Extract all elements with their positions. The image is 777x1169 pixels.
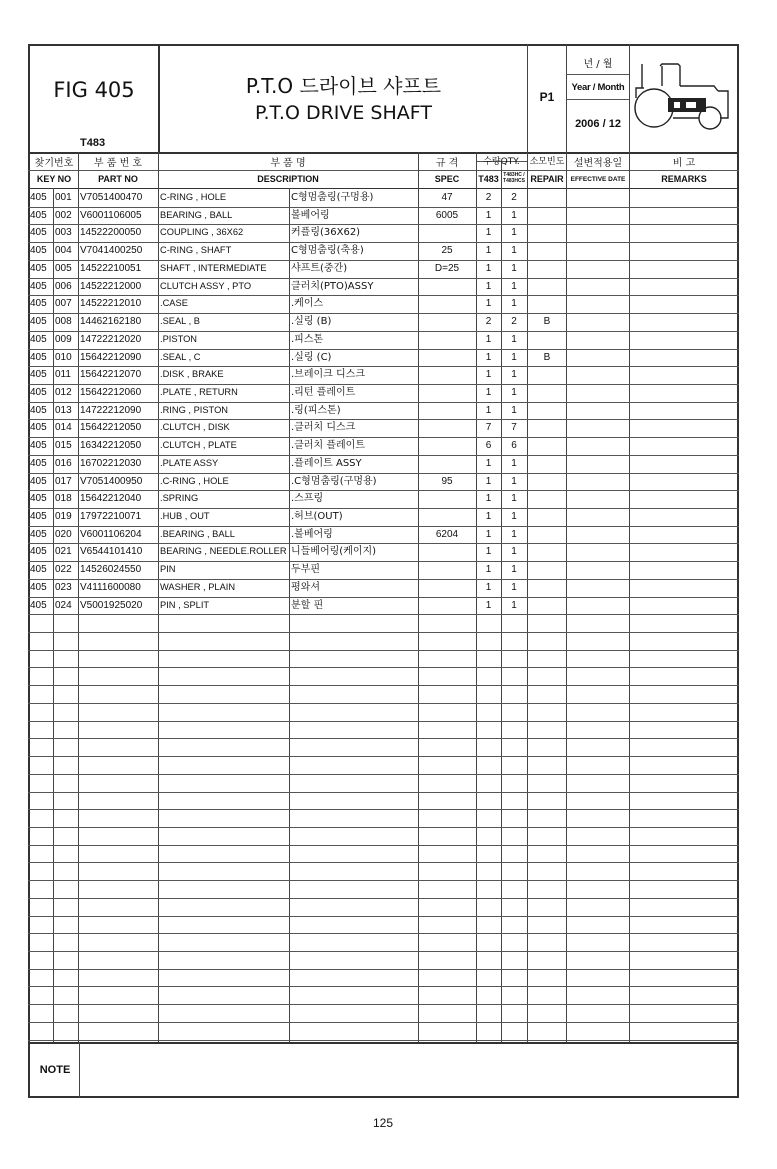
col-qty-t483: T483 [478,174,499,184]
cell-fig: 405 [30,404,47,416]
col-part-en: PART NO [98,174,138,184]
cell-desc-en: .PISTON [160,333,198,344]
cell-spec [418,402,476,420]
row-line [28,933,739,934]
cell-fig: 405 [30,351,47,363]
cell-key: 002 [55,209,72,221]
row-line [28,756,739,757]
cell-desc-en: .PLATE , RETURN [160,386,238,397]
page-number: 125 [372,1116,394,1130]
cell-key: 014 [55,422,72,434]
cell-q2: 1 [511,298,517,310]
cell-fig: 405 [30,511,47,522]
row-line [28,862,739,863]
cell-key: 023 [55,581,72,593]
cell-q1: 2 [485,192,492,203]
cell-fig: 405 [30,245,47,257]
cell-key: 010 [55,351,72,363]
cell-repair [527,543,567,561]
cell-desc-en: C-RING , HOLE [160,192,227,202]
cell-key: 003 [55,227,72,239]
cell-q2: 1 [511,599,517,611]
cell-q1: 1 [485,209,492,221]
col-key-ko: 찾기번호 [34,158,74,169]
cell-fig: 405 [30,209,47,221]
col-spec-en: SPEC [434,174,460,184]
cell-desc-ko: .실링 (C) [291,351,332,363]
cell-q2: 1 [511,351,517,363]
cell-repair [527,207,567,225]
cell-q1: 1 [485,564,492,576]
row-line [28,916,739,917]
cell-key: 018 [55,493,72,505]
cell-spec [418,366,476,384]
cell-fig: 405 [30,192,47,203]
cell-q2: 1 [511,209,517,221]
cell-q2: 1 [511,245,517,257]
cell-part: V7051400470 [80,192,143,203]
cell-q2: 1 [511,280,517,292]
cell-repair [527,490,567,508]
cell-repair [527,597,567,615]
cell-repair [527,278,567,296]
cell-repair [527,561,567,579]
cell-fig: 405 [30,493,47,505]
cell-spec [418,508,476,526]
cell-fig: 405 [30,422,47,434]
cell-repair [527,455,567,473]
cell-repair [527,384,567,402]
row-line [28,667,739,668]
cell-repair [527,419,567,437]
cell-desc-en: .SEAL , C [160,351,201,362]
cell-desc-en: .CLUTCH , PLATE [160,440,237,451]
cell-desc-ko: .링(피스톤) [291,404,341,416]
cell-repair [527,260,567,278]
cell-q2: 6 [511,440,517,452]
year-month-label: Year / Month [571,82,625,93]
cell-part: 14526024550 [80,564,142,576]
cell-fig: 405 [30,528,47,540]
cell-key: 020 [55,528,72,540]
cell-fig: 405 [30,564,47,576]
cell-key: 009 [55,333,72,345]
col-qty-sub: T483HC / T483HCS [503,172,525,184]
col-effective-ko: 설변적용일 [573,158,623,169]
cell-part: 15642212050 [80,422,142,434]
cell-spec [418,295,476,313]
cell-desc-en: WASHER , PLAIN [160,581,236,592]
cell-part: 14722212020 [80,333,142,345]
cell-q2: 1 [511,511,517,522]
cell-desc-ko: 샤프트(중간) [291,262,348,274]
cell-key: 015 [55,440,72,452]
cell-spec [418,561,476,579]
cell-part: 14462162180 [80,316,142,327]
cell-spec [418,384,476,402]
header-vline-4 [629,44,630,152]
cell-part: 14522212000 [80,280,142,292]
cell-desc-en: .RING , PISTON [160,404,229,415]
cell-spec: 6005 [435,209,459,221]
cell-desc-en: PIN , SPLIT [160,599,210,610]
row-line [28,1022,739,1023]
cell-desc-ko: .피스톤 [291,333,324,345]
cell-key: 022 [55,564,72,576]
cell-desc-ko: C형멈춤링(구멍용) [291,192,374,203]
cell-q2: 1 [511,227,517,239]
cell-q2: 1 [511,386,517,398]
row-line [28,827,739,828]
cell-desc-ko: .클러치 디스크 [291,422,356,434]
cell-q1: 1 [485,581,492,593]
row-line [28,1004,739,1005]
cell-key: 011 [55,369,71,381]
cell-q2: 1 [511,262,517,274]
cell-key: 019 [55,511,72,522]
cell-repair: B [543,316,551,327]
cell-part: 14522200050 [80,227,142,239]
cell-fig: 405 [30,316,47,327]
cell-key: 006 [55,280,72,292]
cell-desc-en: SHAFT , INTERMEDIATE [160,262,267,273]
cell-q2: 1 [511,333,517,345]
cell-part: 17972210071 [80,511,142,522]
cell-spec [418,437,476,455]
cell-repair [527,366,567,384]
ym-divider-1 [566,74,629,75]
cell-desc-ko: .C형멈춤링(구멍용) [291,475,377,487]
cell-part: 14522210051 [80,262,142,274]
cell-desc-en: .CLUTCH , DISK [160,422,230,433]
cell-repair [527,402,567,420]
cell-part: 15642212060 [80,386,142,398]
cell-spec [418,278,476,296]
cell-key: 005 [55,262,72,274]
cell-part: 16702212030 [80,457,142,469]
cell-desc-en: .SPRING [160,493,199,504]
row-line [28,951,739,952]
cell-part: 15642212090 [80,351,142,363]
figure-number: FIG 405 [53,78,135,102]
cell-desc-ko: .클러치 플레이트 [291,440,365,452]
row-line [28,986,739,987]
col-part-ko: 부 품 번 호 [93,158,143,169]
cell-fig: 405 [30,386,47,398]
column-header-mid [28,170,739,171]
page-title: P.T.O DRIVE SHAFT [255,102,432,124]
cell-fig: 405 [30,298,47,310]
cell-repair [527,224,567,242]
cell-part: 15642212070 [80,369,142,381]
row-line [28,880,739,881]
cell-fig: 405 [30,227,47,239]
row-line [28,738,739,739]
cell-desc-ko: C형멈춤링(축용) [291,245,364,257]
cell-q2: 1 [511,581,517,593]
cell-desc-en: .CASE [160,298,188,309]
cell-desc-ko: 평와셔 [291,581,320,593]
row-line [28,721,739,722]
cell-repair: B [543,351,551,363]
cell-desc-en: C-RING , SHAFT [160,245,232,256]
cell-part: V6001106204 [80,528,142,540]
cell-desc-en: .SEAL , B [160,316,200,326]
cell-desc-ko: .실링 (B) [291,316,332,327]
cell-desc-ko: 볼베어링 [291,209,330,221]
row-line [28,703,739,704]
col-key-en: KEY NO [36,174,72,184]
row-line [28,685,739,686]
row-line [28,632,739,633]
cell-q1: 1 [485,457,492,469]
cell-q1: 1 [485,351,492,363]
cell-fig: 405 [30,546,47,558]
cell-q1: 6 [485,440,492,452]
cell-repair [527,242,567,260]
cell-spec: D=25 [434,262,460,274]
row-line [28,614,739,615]
note-divider [28,1042,739,1044]
cell-q1: 1 [485,511,492,522]
year-month-value: 2006 / 12 [575,118,621,130]
row-line [28,809,739,810]
cell-repair [527,331,567,349]
cell-key: 024 [55,599,72,611]
cell-desc-en: COUPLING , 36X62 [160,227,244,238]
cell-desc-ko: .볼베어링 [291,528,333,540]
cell-part: V7041400250 [80,245,143,257]
cell-desc-ko: 두부핀 [291,564,320,576]
cell-spec: 47 [441,192,453,203]
cell-desc-en: .C-RING , HOLE [160,475,229,486]
cell-q2: 1 [511,457,517,469]
cell-spec: 95 [441,475,453,487]
cell-desc-en: .PLATE ASSY [160,457,219,468]
cell-desc-en: .DISK , BRAKE [160,369,224,380]
row-line [28,792,739,793]
page-title-korean: P.T.O 드라이브 샤프트 [245,74,442,98]
cell-q2: 1 [511,564,517,576]
cell-q1: 1 [485,528,492,540]
cell-q2: 1 [511,404,517,416]
cell-q1: 1 [485,599,492,611]
row-line [28,898,739,899]
cell-q2: 1 [511,493,517,505]
cell-spec [418,579,476,597]
cell-q1: 1 [485,245,492,257]
cell-q1: 1 [485,475,492,487]
cell-fig: 405 [30,333,47,345]
cell-spec: 6204 [435,528,459,540]
cell-spec [418,313,476,331]
cell-desc-ko: .리턴 플레이트 [291,386,356,398]
row-line [28,969,739,970]
cell-fig: 405 [30,599,47,611]
cell-repair [527,579,567,597]
cell-spec [418,490,476,508]
cell-desc-ko: 커플링(36X62) [291,227,361,239]
cell-q1: 1 [485,333,492,345]
cell-spec [418,224,476,242]
col-qty: 수량QTY. [483,157,520,167]
cell-key: 012 [55,386,72,398]
cell-q1: 1 [485,280,492,292]
cell-fig: 405 [30,440,47,452]
col-effective-en: EFFECTIVE DATE [570,176,626,183]
cell-part: 15642212040 [80,493,142,505]
cell-desc-ko: .플레이트 ASSY [291,457,362,469]
col-repair-en: REPAIR [530,174,564,184]
cell-desc-ko: .허브(OUT) [291,511,343,522]
cell-key: 008 [55,316,72,327]
cell-repair [527,189,567,207]
cell-desc-ko: 니들베어링(케이지) [291,546,377,558]
cell-key: 007 [55,298,72,310]
cell-desc-en: .HUB , OUT [160,511,210,521]
col-spec-ko: 규 격 [435,158,459,169]
cell-q2: 7 [511,422,517,434]
cell-desc-en: BEARING , BALL [160,209,233,220]
cell-q1: 1 [485,493,492,505]
cell-repair [527,295,567,313]
cell-part: V4111600080 [80,581,141,593]
cell-fig: 405 [30,475,47,487]
cell-spec [418,597,476,615]
cell-part: 16342212050 [80,440,142,452]
cell-spec [418,419,476,437]
cell-repair [527,437,567,455]
cell-q2: 2 [511,192,517,203]
cell-desc-en: BEARING , NEEDLE.ROLLER [160,546,287,557]
cell-desc-ko: .스프링 [291,493,324,505]
cell-part: 14522212010 [80,298,142,310]
cell-q2: 1 [511,528,517,540]
cell-q2: 1 [511,369,517,381]
note-label: NOTE [39,1064,71,1076]
cell-q2: 1 [511,546,517,558]
cell-desc-ko: .케이스 [291,298,324,310]
cell-part: V6544101410 [80,546,143,558]
cell-spec [418,331,476,349]
cell-q1: 1 [485,262,492,274]
col-desc-en: DESCRIPTION [257,174,319,184]
cell-fig: 405 [30,280,47,292]
cell-q2: 2 [511,316,517,327]
cell-q1: 1 [485,227,492,239]
cell-key: 013 [55,404,72,416]
cell-key: 016 [55,457,72,469]
row-line [28,1040,739,1041]
col-desc-ko: 부 품 명 [270,158,306,169]
cell-spec [418,349,476,367]
cell-repair [527,526,567,544]
cell-part: V7051400950 [80,475,143,487]
cell-fig: 405 [30,262,47,274]
page-code: P1 [539,90,555,104]
row-line [28,774,739,775]
cell-q1: 1 [485,404,492,416]
tractor-icon [632,58,734,138]
row-line [28,845,739,846]
cell-key: 021 [55,546,72,558]
col-remarks-en: REMARKS [661,174,707,184]
cell-spec: 25 [441,245,453,257]
row-line [28,650,739,651]
cell-part: V6001106005 [80,209,142,221]
cell-q1: 1 [485,298,492,310]
cell-part: V5001925020 [80,599,143,611]
ym-divider-2 [566,99,629,100]
cell-desc-en: PIN [160,564,176,575]
cell-fig: 405 [30,457,47,469]
cell-repair [527,508,567,526]
year-month-label-korean: 년 / 월 [583,59,613,70]
cell-fig: 405 [30,369,47,381]
cell-part: 14722212090 [80,404,142,416]
cell-key: 004 [55,245,72,257]
cell-q1: 1 [485,369,492,381]
cell-desc-ko: .브레이크 디스크 [291,369,365,381]
cell-key: 001 [55,192,72,203]
cell-key: 017 [55,475,72,487]
cell-spec [418,543,476,561]
cell-repair [527,473,567,491]
model-code: T483 [80,137,106,149]
cell-fig: 405 [30,581,47,593]
cell-q1: 7 [485,422,492,434]
cell-desc-ko: 분할 핀 [291,599,324,611]
cell-q1: 1 [485,546,492,558]
cell-desc-en: .BEARING , BALL [160,528,235,539]
cell-desc-en: CLUTCH ASSY , PTO [160,280,252,291]
cell-q2: 1 [511,475,517,487]
cell-desc-ko: 클러치(PTO)ASSY [291,280,374,292]
cell-q1: 2 [485,316,492,327]
col-remarks-ko: 비 고 [672,158,696,169]
cell-q1: 1 [485,386,492,398]
col-repair-ko: 소모빈도 [529,157,565,167]
cell-spec [418,455,476,473]
